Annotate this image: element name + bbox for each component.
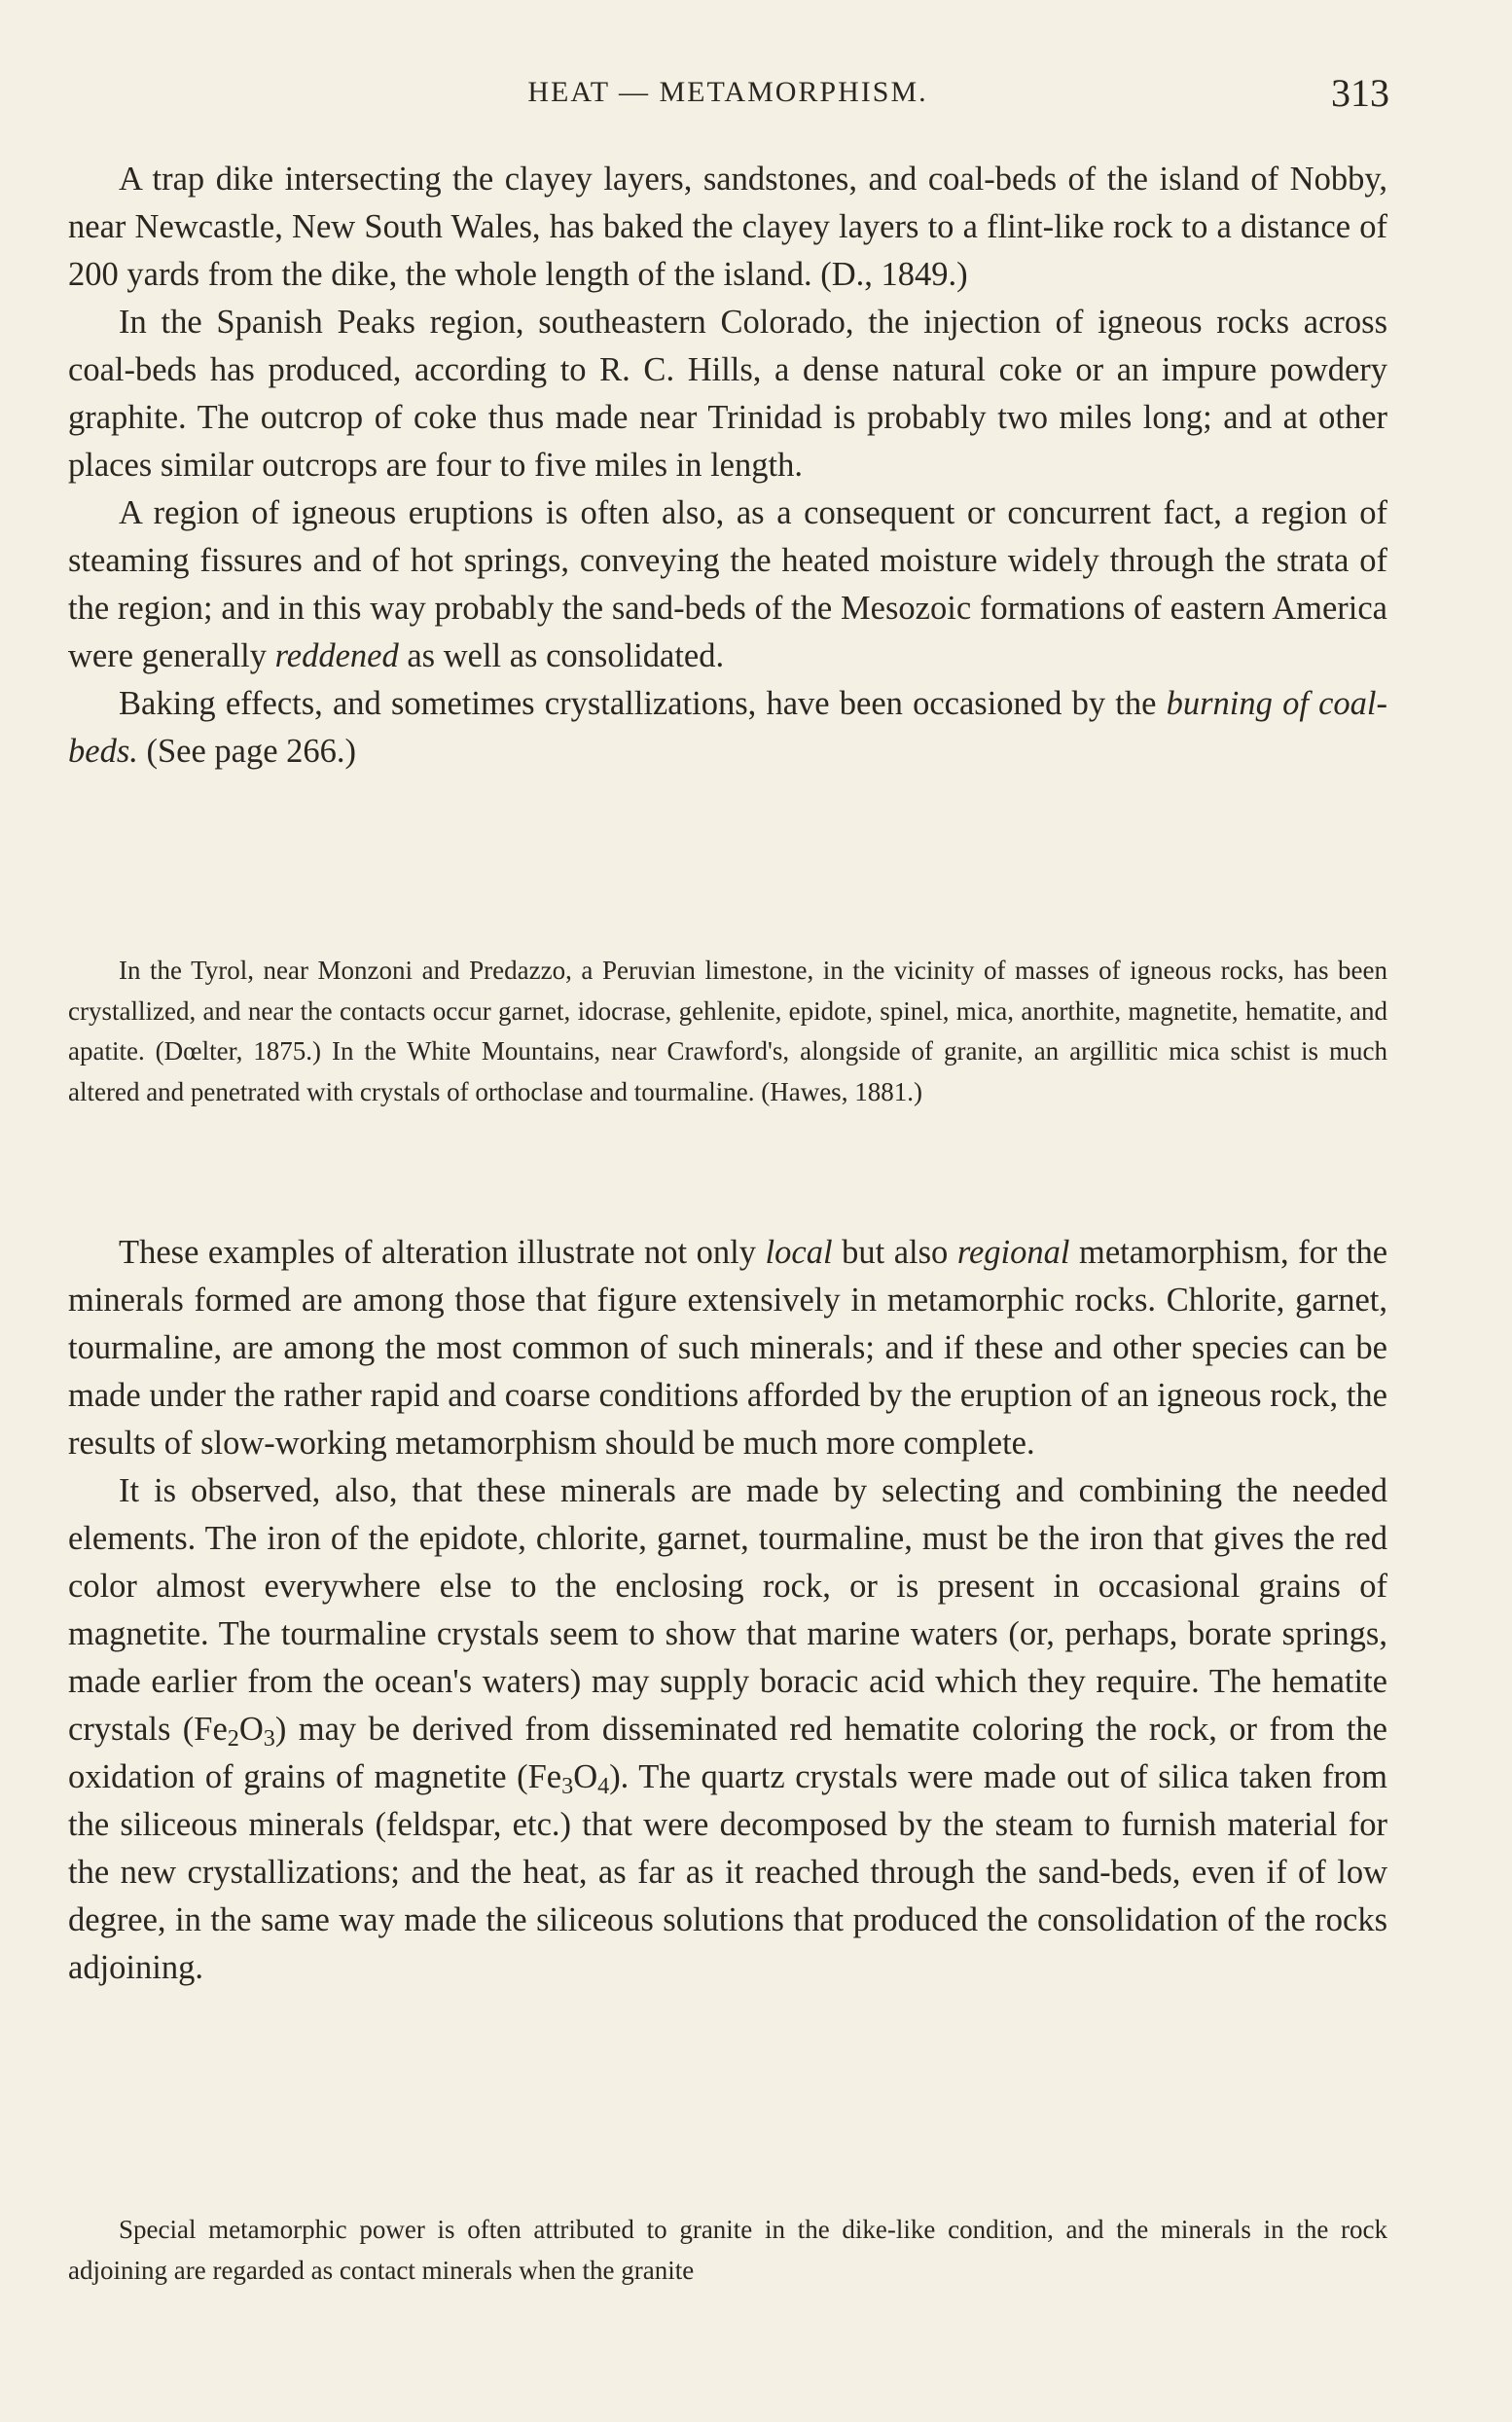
paragraph-nobby-dike: A trap dike intersecting the clayey layers, sandstones, and coal-beds of the island of Nobby, near Newcastle, New South Wales, has baked the clayey layers to a flint-like rock to a distance of 200 yards from the dike, the whole length of the island. (D., 1849.) — [68, 161, 1387, 293]
paragraph-spanish-peaks: In the Spanish Peaks region, southeastern Colorado, the injection of igneous rocks across coal-beds has produced, according to R. C. Hills, a dense natural coke or an impure powdery graphite. The outcrop of coke thus made near Trinidad is probably two miles long; and at other places similar outcrops are four to five miles in length. — [68, 304, 1387, 484]
main-text-block-2 — [68, 1229, 1387, 1992]
paragraph-text: A region of igneous eruptions is often also, as a consequent or concurrent fact, a region of steaming fissures and of hot springs, conveying the heated moisture widely through the strata of the region; and in this way probably the sand-beds of the Mesozoic formations of eastern America were generally — [68, 494, 1387, 674]
note-granite: Special metamorphic power is often attributed to granite in the dike-like condition, and the minerals in the rock adjoining are regarded as contact minerals when the granite — [68, 2215, 1387, 2285]
small-print-note-1 — [68, 951, 1387, 1112]
paragraph-text: ). The quartz crystals were made out of silica taken from the siliceous minerals (feldspar, etc.) that were decomposed by the steam to furnish material for the new crystallizations; and the heat, as far as it reached through the sand-beds, even if of low degree, in the same way made the siliceous solutions that produced the consolidation of the rocks adjoining. — [68, 1758, 1387, 1986]
page-number: 313 — [1331, 71, 1389, 115]
emphasis-text: burning of coal-beds. — [68, 685, 1388, 770]
formula-text: O — [238, 1711, 264, 1748]
subscript: 2 — [227, 1725, 239, 1753]
subscript: 3 — [263, 1725, 275, 1753]
emphasis-text: reddened — [274, 637, 399, 674]
subscript: 3 — [561, 1773, 574, 1800]
paragraph-text: It is observed, also, that these minerals are made by selecting and combining the needed elements. The iron of the epidote, chlorite, garnet, tourmaline, must be the iron that gives the red color almost everywhere else to the enclosing rock, or is present in occasional grains of magnetite. The tourmaline crystals seem to show that marine waters (or, perhaps, borate springs, made earlier from the ocean's waters) may supply boracic acid which they require. The hematite crystals (Fe — [68, 1472, 1387, 1748]
subscript: 4 — [597, 1773, 610, 1800]
main-text-block-1 — [68, 156, 1387, 776]
emphasis-text: regional — [956, 1234, 1070, 1271]
paragraph-alteration-examples — [68, 1229, 1387, 1467]
paragraph-text: metamorphism, for the minerals formed are among those that figure extensively in metamorphic rocks. Chlorite, garnet, tourmaline, are among the most common of such minerals; and if these and other species can be made under the rather rapid and coarse conditions afforded by the eruption of an igneous rock, the results of slow-working metamorphism should be much more complete. — [68, 1234, 1388, 1462]
paragraph-text: Baking effects, and sometimes crystallizations, have been occasioned by the — [119, 685, 1157, 722]
paragraph-text: as well as consolidated. — [407, 637, 725, 674]
paragraph-text: (See page 266.) — [146, 733, 357, 770]
paragraph-text: but also — [842, 1234, 949, 1271]
paragraph-baking-effects — [68, 680, 1387, 776]
paragraph-igneous-eruptions — [68, 489, 1387, 680]
small-print-note-2 — [68, 2210, 1387, 2291]
formula-text: O — [573, 1758, 598, 1795]
running-head — [66, 68, 1389, 119]
note-tyrol: In the Tyrol, near Monzoni and Predazzo, a Peruvian limestone, in the vicinity of masses of igneous rocks, has been crystallized, and near the contacts occur garnet, idocrase, gehlenite, epidote, spinel, mica, anorthite, magnetite, hematite, and apatite. (Dœlter, 1875.) In the White Mountains, near Crawford's, alongside of granite, an argillitic mica schist is much altered and penetrated with crystals of orthoclase and tourmaline. (Hawes, 1881.) — [68, 956, 1387, 1106]
paragraph-text: ) may be derived from disseminated red hematite coloring the rock, or from the oxidation of grains of magnetite (Fe — [68, 1711, 1387, 1795]
emphasis-text: local — [765, 1234, 833, 1271]
paragraph-mineral-elements — [68, 1467, 1387, 1992]
paragraph-text: These examples of alteration illustrate not only — [119, 1234, 756, 1271]
running-title: HEAT — METAMORPHISM. — [527, 76, 928, 108]
